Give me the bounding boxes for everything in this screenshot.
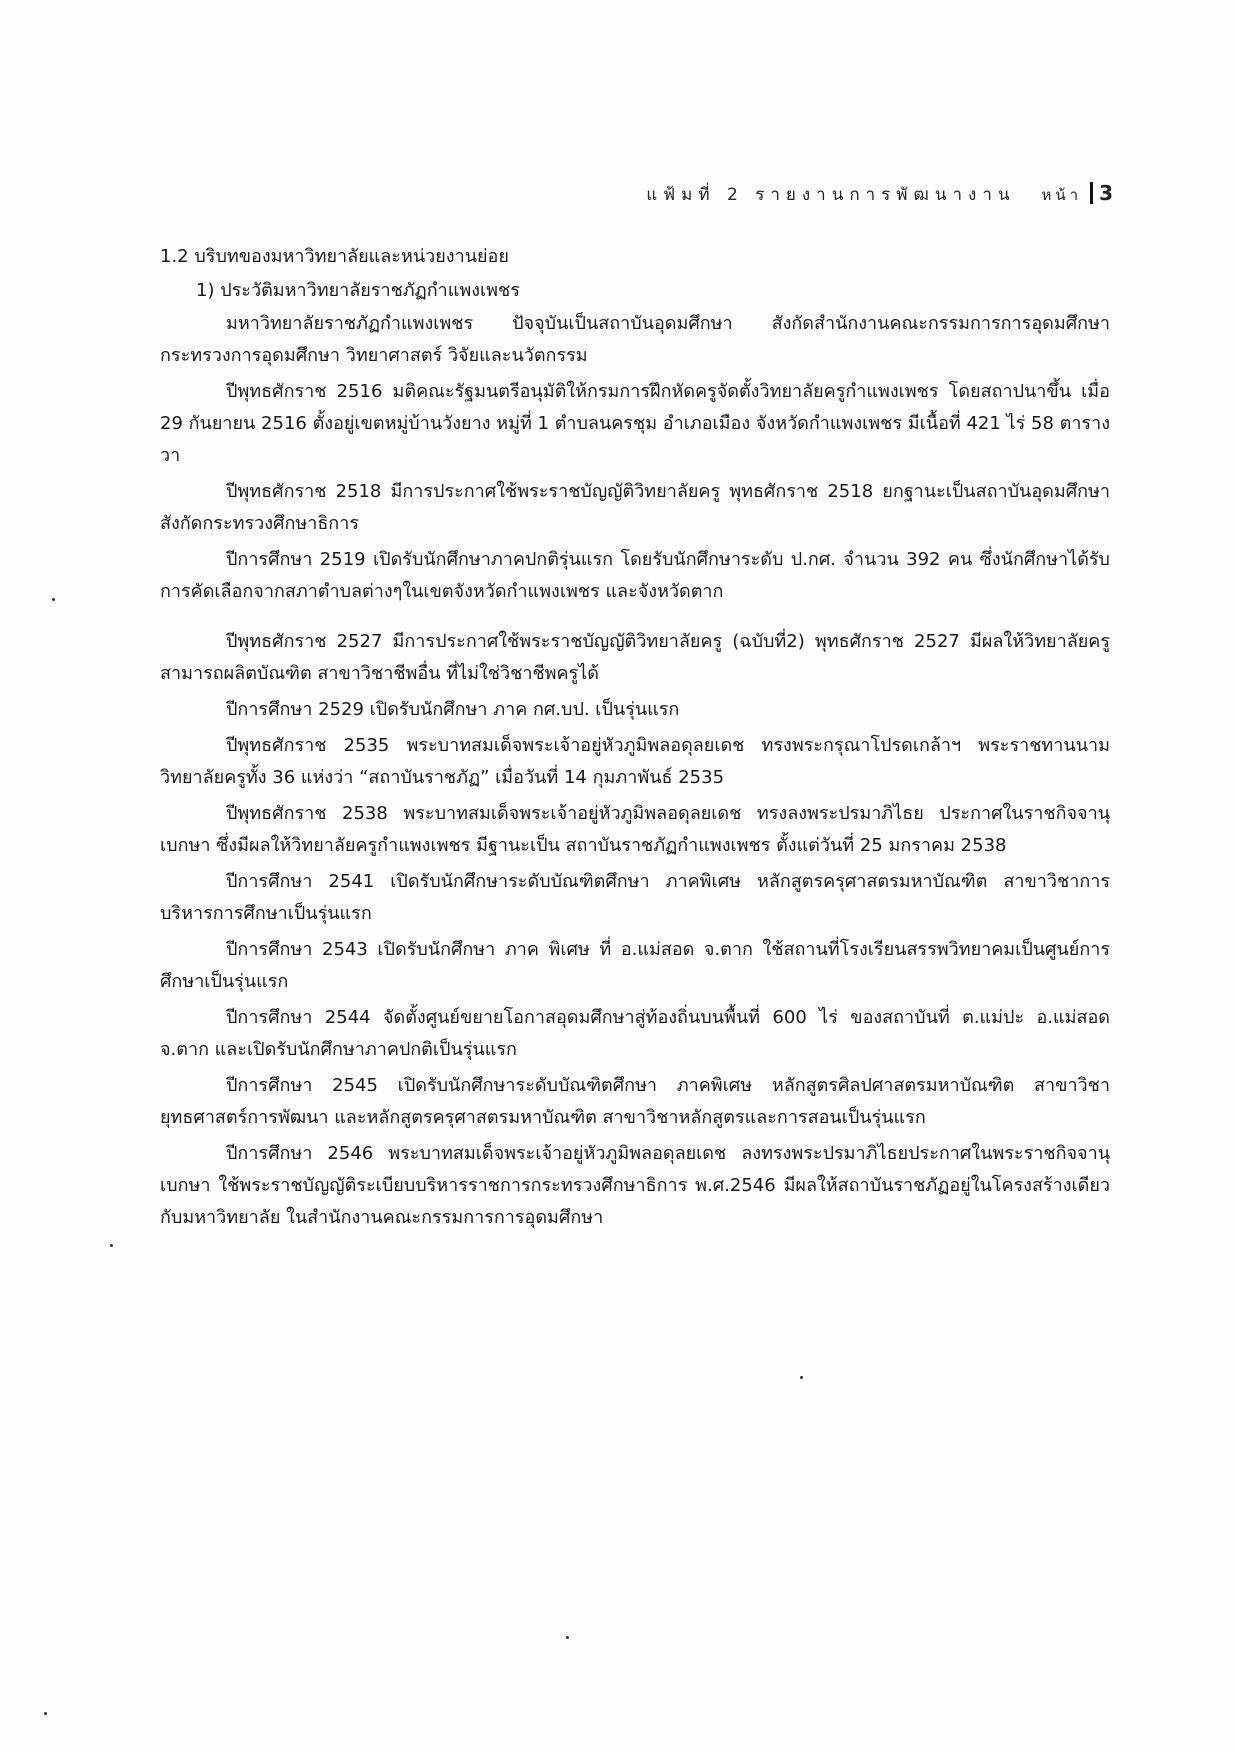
- paragraph-2545: ปีการศึกษา 2545 เปิดรับนักศึกษาระดับบัณฑิตศึกษา ภาคพิเศษ หลักสูตรศิลปศาสตรมหาบัณฑิต สาขาวิชายุทธศาสตร์การพัฒนา และหลักสูตรครุศาสตรมหาบัณฑิต สาขาวิชาหลักสูตรและการสอนเป็นรุ่นแรก: [160, 1075, 1110, 1128]
- paragraph-2535: ปีพุทธศักราช 2535 พระบาทสมเด็จพระเจ้าอยู่หัวภูมิพลอดุลยเดช ทรงพระกรุณาโปรดเกล้าฯ พระราชทานนามวิทยาลัยครูทั้ง 36 แห่งว่า “สถาบันราชภัฏ” เมื่อวันที่ 14 กุมภาพันธ์ 2535: [160, 735, 1110, 788]
- section-heading: 1.2 บริบทของมหาวิทยาลัยและหน่วยงานย่อย: [160, 246, 509, 267]
- paragraph-2519: ปีการศึกษา 2519 เปิดรับนักศึกษาภาคปกติรุ่นแรก โดยรับนักศึกษาระดับ ป.กศ. จำนวน 392 คน ซึ่งนักศึกษาได้รับการคัดเลือกจากสภาตำบลต่างๆในเขตจังหวัดกำแพงเพชร และจังหวัดตาก: [160, 549, 1110, 602]
- scan-speck: [52, 598, 55, 601]
- header-title: แฟ้มที่ 2 รายงานการพัฒนางาน: [646, 185, 1016, 205]
- paragraph-2538: ปีพุทธศักราช 2538 พระบาทสมเด็จพระเจ้าอยู่หัวภูมิพลอดุลยเดช ทรงลงพระปรมาภิไธย ประกาศในราชกิจจานุเบกษา ซึ่งมีผลให้วิทยาลัยครูกำแพงเพชร มีฐานะเป็น สถาบันราชภัฏกำแพงเพชร ตั้งแต่วันที่ 25 มกราคม 2538: [160, 803, 1110, 856]
- paragraph-2529: ปีการศึกษา 2529 เปิดรับนักศึกษา ภาค กศ.บป. เป็นรุ่นแรก: [226, 699, 680, 720]
- sub-heading: 1) ประวัติมหาวิทยาลัยราชภัฏกำแพงเพชร: [196, 280, 520, 301]
- scan-speck: [110, 1244, 113, 1247]
- page-header: [646, 178, 1113, 208]
- scan-speck: [44, 1712, 47, 1715]
- document-body: [160, 240, 1110, 1238]
- paragraph-2516: ปีพุทธศักราช 2516 มติคณะรัฐมนตรีอนุมัติให้กรมการฝึกหัดครูจัดตั้งวิทยาลัยครูกำแพงเพชร โดยสถาปนาขึ้น เมื่อ 29 กันยายน 2516 ตั้งอยู่เขตหมู่บ้านวังยาง หมู่ที่ 1 ตำบลนครชุม อำเภอเมือง จังหวัดกำแพงเพชร มีเนื้อที่ 421 ไร่ 58 ตารางวา: [160, 381, 1110, 466]
- paragraph-2527: ปีพุทธศักราช 2527 มีการประกาศใช้พระราชบัญญัติวิทยาลัยครู (ฉบับที่2) พุทธศักราช 2527 มีผลให้วิทยาลัยครูสามารถผลิตบัณฑิต สาขาวิชาชีพอื่น ที่ไม่ใช่วิชาชีพครูได้: [160, 631, 1110, 684]
- paragraph-2518: ปีพุทธศักราช 2518 มีการประกาศใช้พระราชบัญญัติวิทยาลัยครู พุทธศักราช 2518 ยกฐานะเป็นสถาบันอุดมศึกษา สังกัดกระทรวงศึกษาธิการ: [160, 481, 1110, 534]
- paragraph-2546: ปีการศึกษา 2546 พระบาทสมเด็จพระเจ้าอยู่หัวภูมิพลอดุลยเดช ลงทรงพระปรมาภิไธยประกาศในพระราชกิจจานุเบกษา ใช้พระราชบัญญัติระเบียบบริหารราชการกระทรวงศึกษาธิการ พ.ศ.2546 มีผลให้สถาบันราชภัฏอยู่ในโครงสร้างเดียวกับมหาวิทยาลัย ในสำนักงานคณะกรรมการการอุดมศึกษา: [160, 1143, 1110, 1228]
- paragraph-2543: ปีการศึกษา 2543 เปิดรับนักศึกษา ภาค พิเศษ ที่ อ.แม่สอด จ.ตาก ใช้สถานที่โรงเรียนสรรพวิทยาคมเป็นศูนย์การศึกษาเป็นรุ่นแรก: [160, 939, 1110, 992]
- paragraph-intro: มหาวิทยาลัยราชภัฏกำแพงเพชร ปัจจุบันเป็นสถาบันอุดมศึกษา สังกัดสำนักงานคณะกรรมการการอุดมศึกษา กระทรวงการอุดมศึกษา วิทยาศาสตร์ วิจัยและนวัตกรรม: [160, 313, 1110, 366]
- header-divider: [1090, 182, 1093, 204]
- scan-speck: [566, 1636, 569, 1639]
- paragraph-2544: ปีการศึกษา 2544 จัดตั้งศูนย์ขยายโอกาสอุดมศึกษาสู่ท้องถิ่นบนพื้นที่ 600 ไร่ ของสถาบันที่ ต.แม่ปะ อ.แม่สอด จ.ตาก และเปิดรับนักศึกษาภาคปกติเป็นรุ่นแรก: [160, 1007, 1110, 1060]
- scan-speck: [800, 1376, 803, 1379]
- header-page-number: 3: [1099, 181, 1113, 205]
- header-page-label: หน้า: [1041, 186, 1083, 204]
- paragraph-2541: ปีการศึกษา 2541 เปิดรับนักศึกษาระดับบัณฑิตศึกษา ภาคพิเศษ หลักสูตรครุศาสตรมหาบัณฑิต สาขาวิชาการบริหารการศึกษาเป็นรุ่นแรก: [160, 871, 1110, 924]
